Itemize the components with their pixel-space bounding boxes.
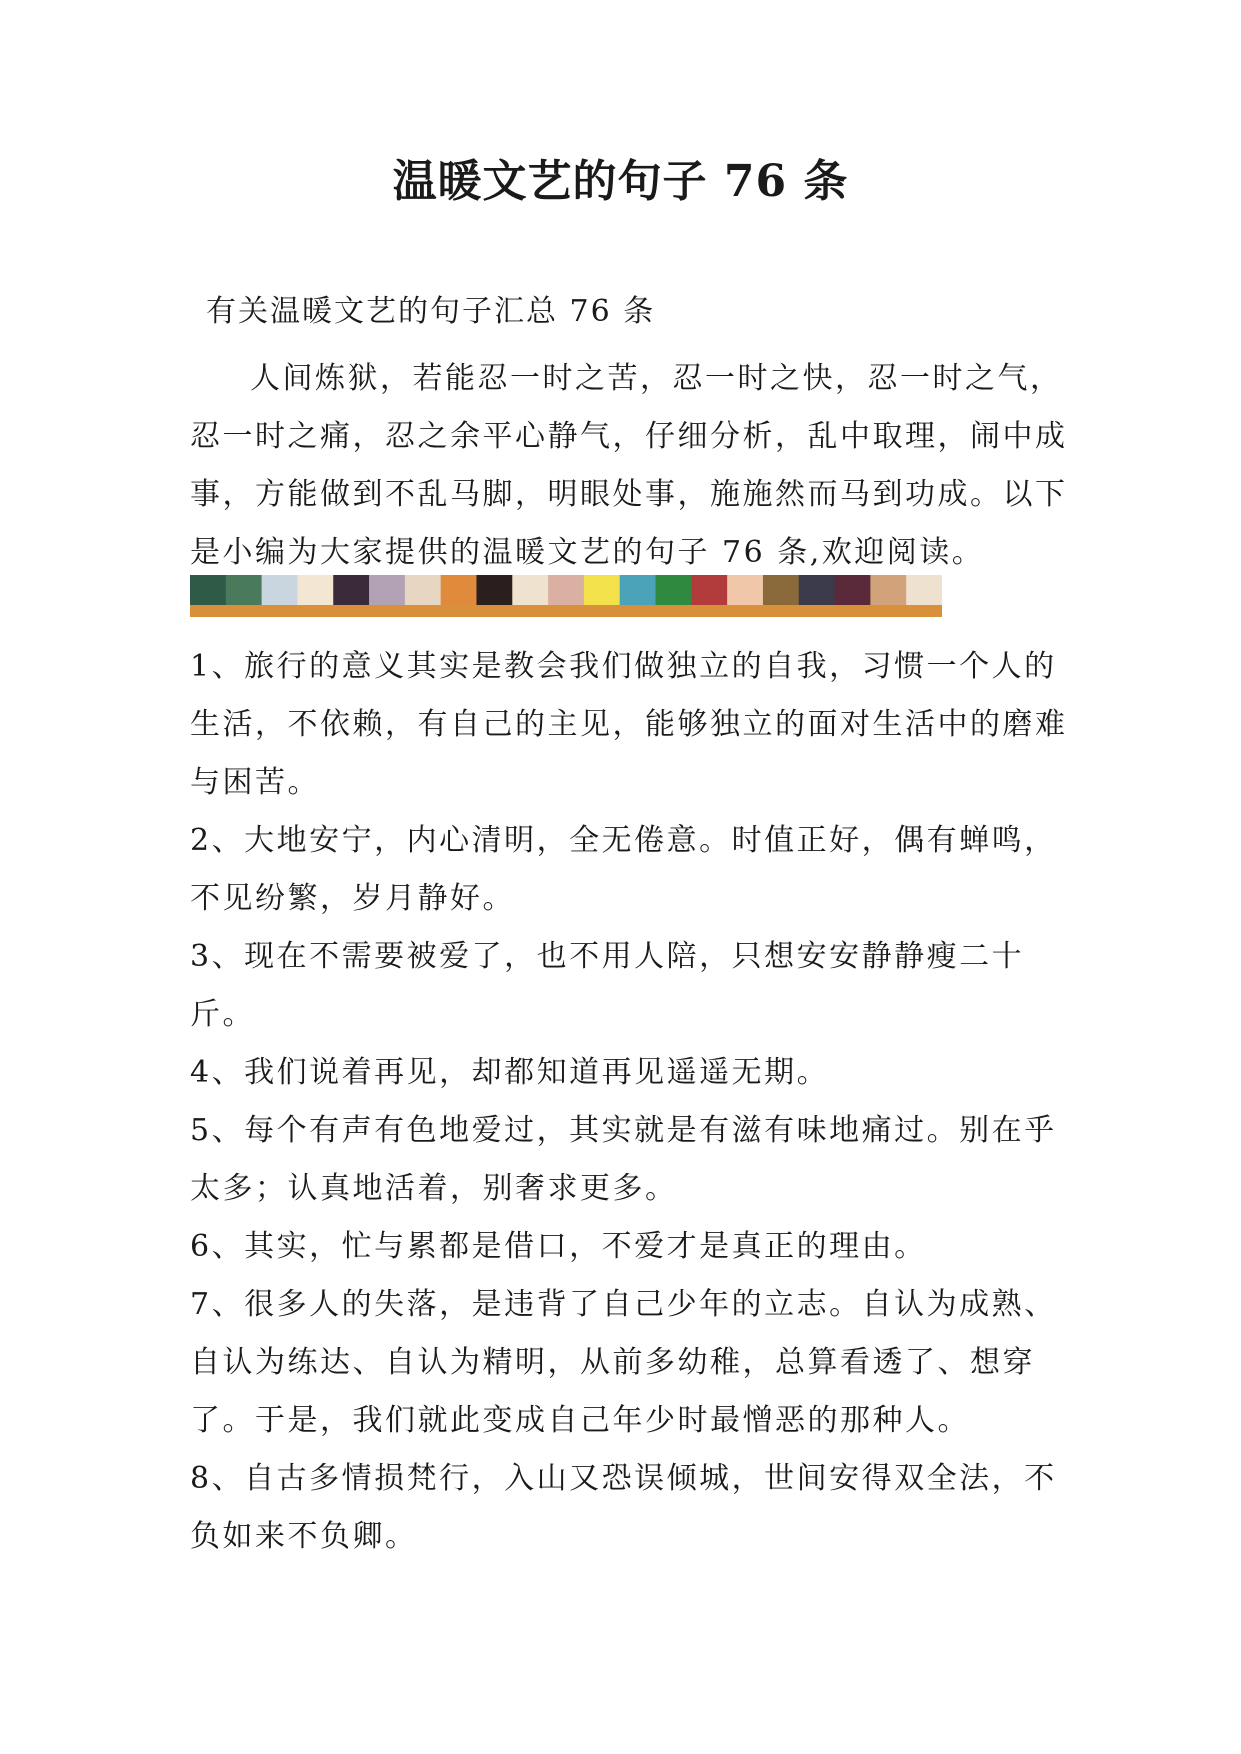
page-subtitle: 有关温暖文艺的句子汇总 76 条 xyxy=(206,294,656,329)
book-spine xyxy=(656,575,692,605)
book-spine xyxy=(369,575,405,605)
book-spine xyxy=(226,575,262,605)
book-spine xyxy=(763,575,799,605)
book-spine xyxy=(727,575,763,605)
book-spine xyxy=(405,575,441,605)
book-spine xyxy=(512,575,548,605)
book-spine xyxy=(441,575,477,605)
book-spine xyxy=(584,575,620,605)
book-spine xyxy=(870,575,906,605)
list-item: 7、很多人的失落，是违背了自己少年的立志。自认为成熟、自认为练达、自认为精明，从前多幼稚，总算看透了、想穿了。于是，我们就此变成自己年少时最憎恶的那种人。 xyxy=(190,1287,1057,1438)
book-spine xyxy=(799,575,835,605)
book-spine xyxy=(548,575,584,605)
list-item: 4、我们说着再见，却都知道再见遥遥无期。 xyxy=(190,1055,830,1090)
book-spine xyxy=(906,575,942,605)
list-item: 3、现在不需要被爱了，也不用人陪，只想安安静静瘦二十斤。 xyxy=(190,939,1025,1032)
book-spine xyxy=(476,575,512,605)
list-item: 2、大地安宁，内心清明，全无倦意。时值正好，偶有蝉鸣，不见纷繁，岁月静好。 xyxy=(190,823,1057,916)
list-item: 1、旅行的意义其实是教会我们做独立的自我，习惯一个人的生活，不依赖，有自己的主见，能够独立的面对生活中的磨难与困苦。 xyxy=(190,649,1068,800)
book-spine xyxy=(620,575,656,605)
list-item: 8、自古多情损梵行，入山又恐误倾城，世间安得双全法，不负如来不负卿。 xyxy=(190,1461,1057,1554)
page-title: 温暖文艺的句子 76 条 xyxy=(392,156,849,207)
book-spine xyxy=(297,575,333,605)
bookshelf-image xyxy=(190,575,942,617)
quote-list xyxy=(190,638,1070,1566)
book-spine xyxy=(190,575,226,605)
shelf-board xyxy=(190,605,942,617)
book-spine xyxy=(691,575,727,605)
book-spine xyxy=(835,575,871,605)
list-item: 6、其实，忙与累都是借口，不爱才是真正的理由。 xyxy=(190,1229,927,1264)
book-spine xyxy=(262,575,298,605)
intro-paragraph: 人间炼狱，若能忍一时之苦，忍一时之快，忍一时之气，忍一时之痛，忍之余平心静气，仔细分析，乱中取理，闹中成事，方能做到不乱马脚，明眼处事，施施然而马到功成。以下是小编为大家提供的温暖文艺的句子 76 条,欢迎阅读。 xyxy=(190,361,1068,570)
book-spine xyxy=(333,575,369,605)
list-item: 5、每个有声有色地爱过，其实就是有滋有味地痛过。别在乎太多；认真地活着，别奢求更多。 xyxy=(190,1113,1057,1206)
bookshelf-illustration xyxy=(190,575,942,617)
